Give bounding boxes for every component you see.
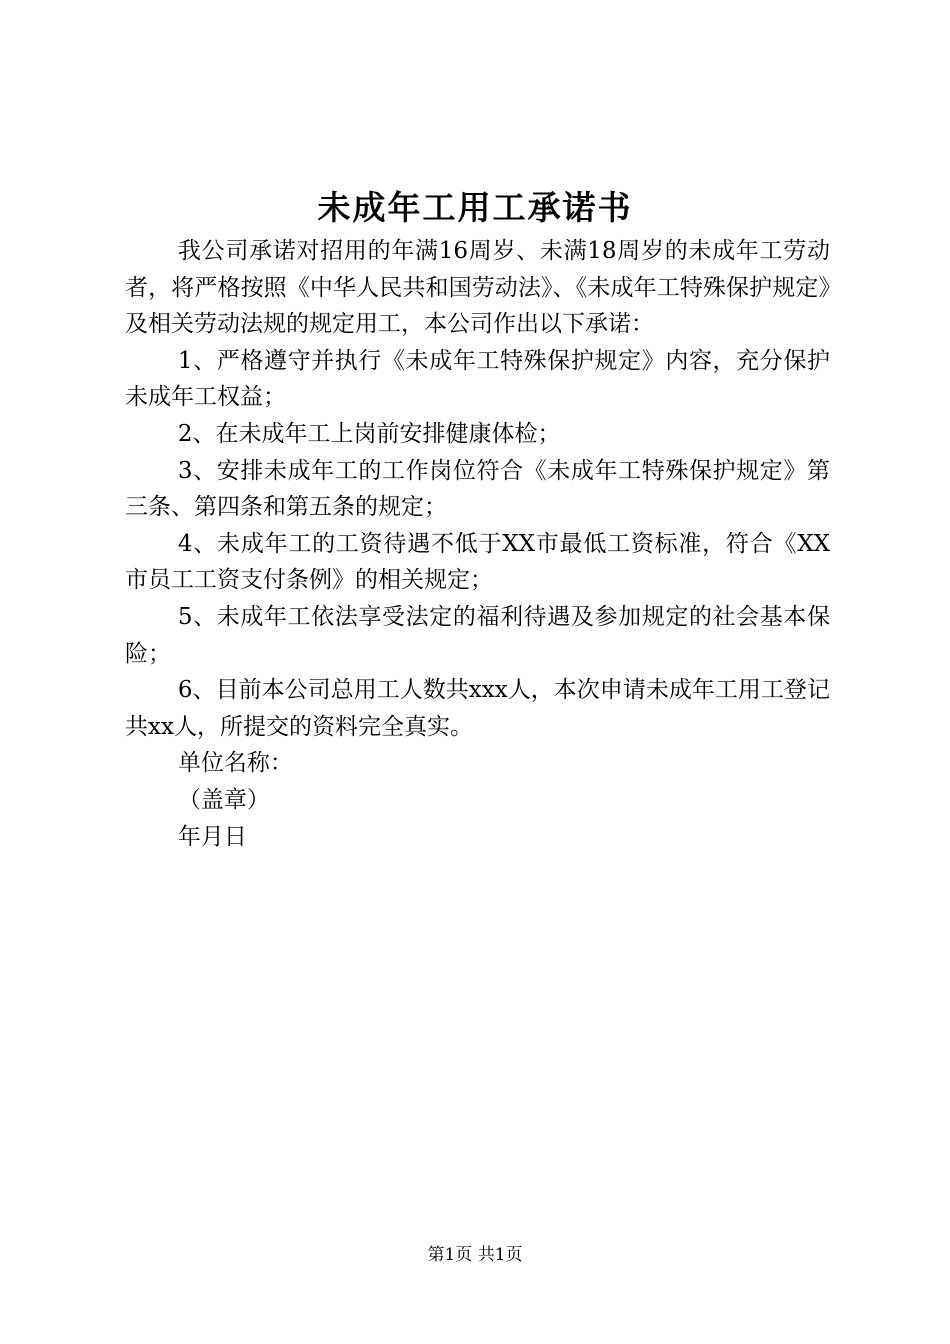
date-label: 年月日: [177, 823, 247, 850]
commitment-item-5: 5、未成年工依法享受法定的福利待遇及参加规定的社会基本保险；: [125, 603, 830, 667]
document-body: [125, 233, 830, 855]
commitment-item-4: 4、未成年工的工资待遇不低于XX市最低工资标准，符合《XX市员工工资支付条例》的相关规定；: [125, 530, 830, 594]
commitment-item-1: 1、严格遵守并执行《未成年工特殊保护规定》内容，充分保护未成年工权益；: [125, 347, 830, 411]
document-title: 未成年工用工承诺书: [317, 188, 633, 227]
seal-label: （盖章）: [177, 786, 270, 813]
commitment-item-3: 3、安排未成年工的工作岗位符合《未成年工特殊保护规定》第三条、第四条和第五条的规定；: [125, 457, 830, 521]
page-footer: 第1页 共1页: [427, 1245, 523, 1265]
unit-name-label: 单位名称：: [177, 750, 293, 777]
commitment-item-2: 2、在未成年工上岗前安排健康体检；: [177, 420, 561, 447]
intro-paragraph: 我公司承诺对招用的年满16周岁、未满18周岁的未成年工劳动者，将严格按照《中华人民共和国劳动法》、《未成年工特殊保护规定》及相关劳动法规的规定用工，本公司作出以下承诺：: [125, 238, 830, 338]
commitment-item-6: 6、目前本公司总用工人数共xxx人，本次申请未成年工用工登记共xx人，所提交的资料完全真实。: [125, 677, 830, 740]
